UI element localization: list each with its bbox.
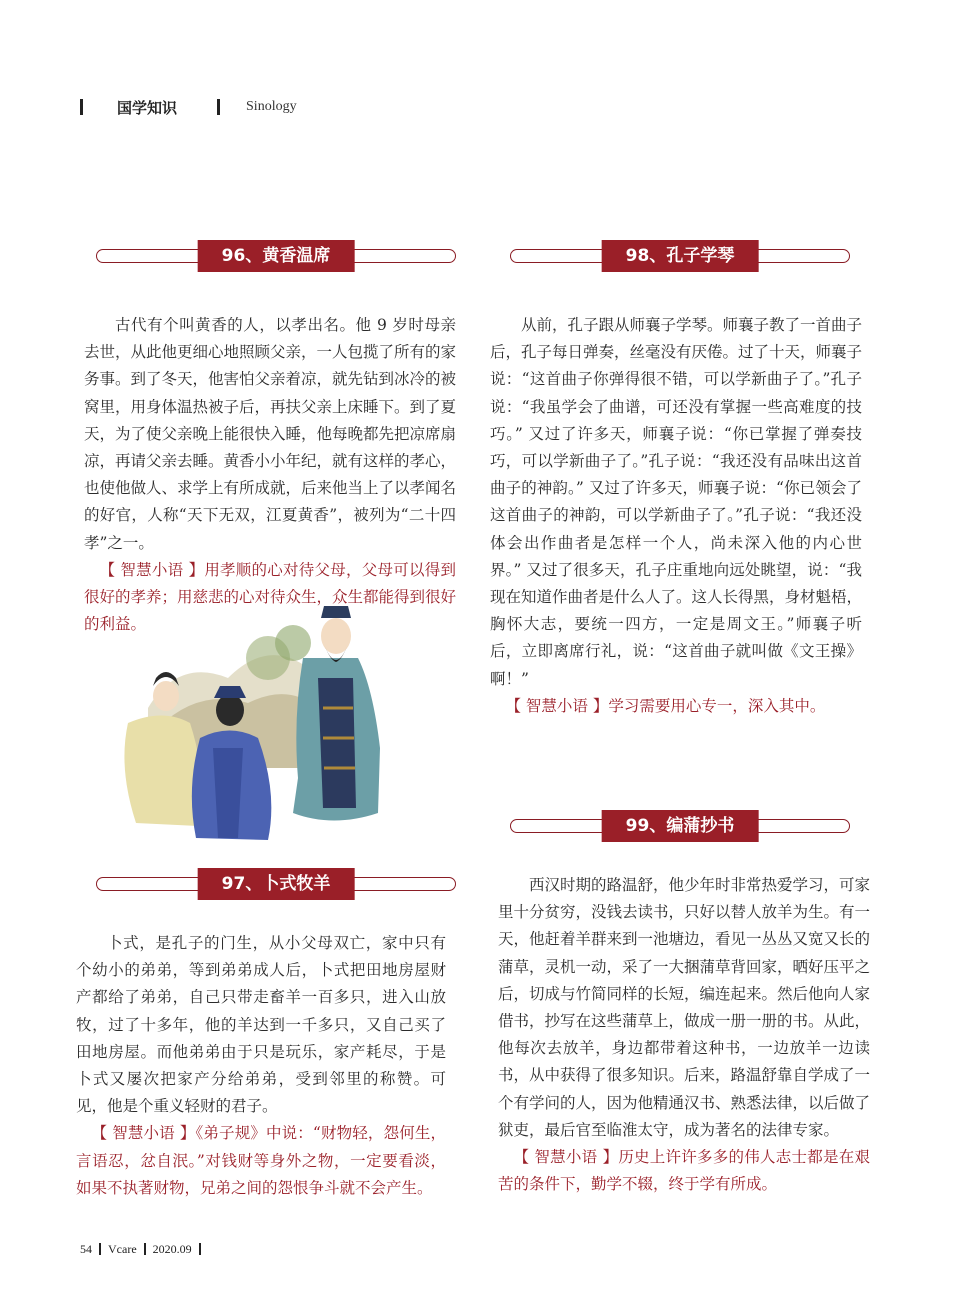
header-divider	[80, 99, 83, 115]
section-97-heading	[96, 868, 456, 900]
section-99-heading	[510, 810, 850, 842]
section-98-wisdom: 【 智慧小语 】学习需要用心专一，深入其中。	[505, 696, 826, 715]
header-category: 国学知识	[117, 98, 178, 117]
section-97-body: 卜式，是孔子的门生，从小父母双亡，家中只有个幼小的弟弟，等到弟弟成人后，卜式把田地房屋财产都给了弟弟，自己只带走畜羊一百多只，进入山放牧，过了十多年，他的羊达到一千多只，又自己买了田地房屋。而他弟弟由于只是玩乐，家产耗尽，于是卜式又屡次把家产分给弟弟，受到邻里的称赞。可见，他是个重义轻财的君子。	[76, 934, 446, 1116]
section-99-title: 99、编蒲抄书	[602, 810, 759, 842]
section-96-wisdom: 【 智慧小语 】用孝顺的心对待父母，父母可以得到很好的孝养；用慈悲的心对待众生，众生都能得到很好的利益。	[84, 560, 457, 634]
section-98-title: 98、孔子学琴	[602, 240, 759, 272]
header-divider	[217, 99, 220, 115]
section-98-text	[490, 312, 862, 720]
section-96-heading	[96, 240, 456, 272]
section-96-title: 96、黄香温席	[198, 240, 355, 272]
section-99-body: 西汉时期的路温舒，他少年时非常热爱学习，可家里十分贫穷，没钱去读书，只好以替人放羊为生。有一天，他赶着羊群来到一池塘边，看见一丛丛又宽又长的蒲草，灵机一动，采了一大捆蒲草背回家，晒好压平之后，切成与竹简同样的长短，编连起来。然后他向人家借书，抄写在这些蒲草上，做成一册一册的书。从此，他每次去放羊，身边都带着这种书，一边放羊一边读书，从中获得了很多知识。后来，路温舒靠自学成了一个有学问的人，因为他精通汉书、熟悉法律，以后做了狱吏，最后官至临淮太守，成为著名的法律专家。	[498, 876, 871, 1139]
section-96-body: 古代有个叫黄香的人，以孝出名。他 9 岁时母亲去世，从此他更细心地照顾父亲，一人包揽了所有的家务事。到了冬天，他害怕父亲着凉，就先钻到冰冷的被窝里，用身体温热被子后，再扶父亲上床睡下。到了夏天，为了使父亲晚上能很快入睡，他每晚都先把凉席扇凉，再请父亲去睡。黄香小小年纪，就有这样的孝心，也使他做人、求学上有所成就，后来他当上了以孝闻名的好官，人称“天下无双，江夏黄香”，被列为“二十四孝”之一。	[84, 316, 457, 552]
footer-divider	[144, 1243, 146, 1255]
section-97-wisdom: 【 智慧小语 】《弟子规》中说：“财物轻，怨何生，言语忍，忿自泯。”对钱财等身外之物，一定要看淡，如果不执著财物，兄弟之间的怨恨争斗就不会产生。	[76, 1124, 446, 1197]
confucius-students-illustration	[118, 598, 390, 844]
section-98-heading	[510, 240, 850, 272]
section-97-title: 97、卜式牧羊	[198, 868, 355, 900]
page-number: 54	[80, 1241, 92, 1256]
footer-divider	[199, 1243, 201, 1255]
section-97-text	[76, 930, 446, 1202]
header-english: Sinology	[246, 99, 297, 114]
running-header	[80, 96, 297, 118]
page-footer	[80, 1240, 208, 1258]
issue-date: 2020.09	[152, 1241, 192, 1256]
section-98-body: 从前，孔子跟从师襄子学琴。师襄子教了一首曲子后，孔子每日弹奏，丝毫没有厌倦。过了十天，师襄子说：“这首曲子你弹得很不错，可以学新曲子了。”孔子说：“我虽学会了曲谱，可还没有掌握一些高难度的技巧。” 又过了许多天，师襄子说：“你已掌握了弹奏技巧，可以学新曲子了。”孔子说：“我还没有品味出这首曲子的神韵。” 又过了许多天，师襄子说：“你已领会了这首曲子的神韵，可以学新曲子了。”孔子说：“我还没体会出作曲者是怎样一个人，尚未深入他的内心世界。” 又过了很多天，孔子庄重地向远处眺望，说：“我现在知道作曲者是什么人了。这人长得黑，身材魁梧，胸怀大志，要统一四方，一定是周文王。”师襄子听后，立即离席行礼，说：“这首曲子就叫做《文王操》啊！”	[490, 316, 863, 688]
section-99-text	[498, 872, 870, 1198]
section-99-wisdom: 【 智慧小语 】历史上许许多多的伟人志士都是在艰苦的条件下，勤学不辍，终于学有所成。	[498, 1148, 870, 1194]
footer-divider	[99, 1243, 101, 1255]
magazine-name: Vcare	[108, 1241, 137, 1256]
section-96-text	[84, 312, 456, 638]
